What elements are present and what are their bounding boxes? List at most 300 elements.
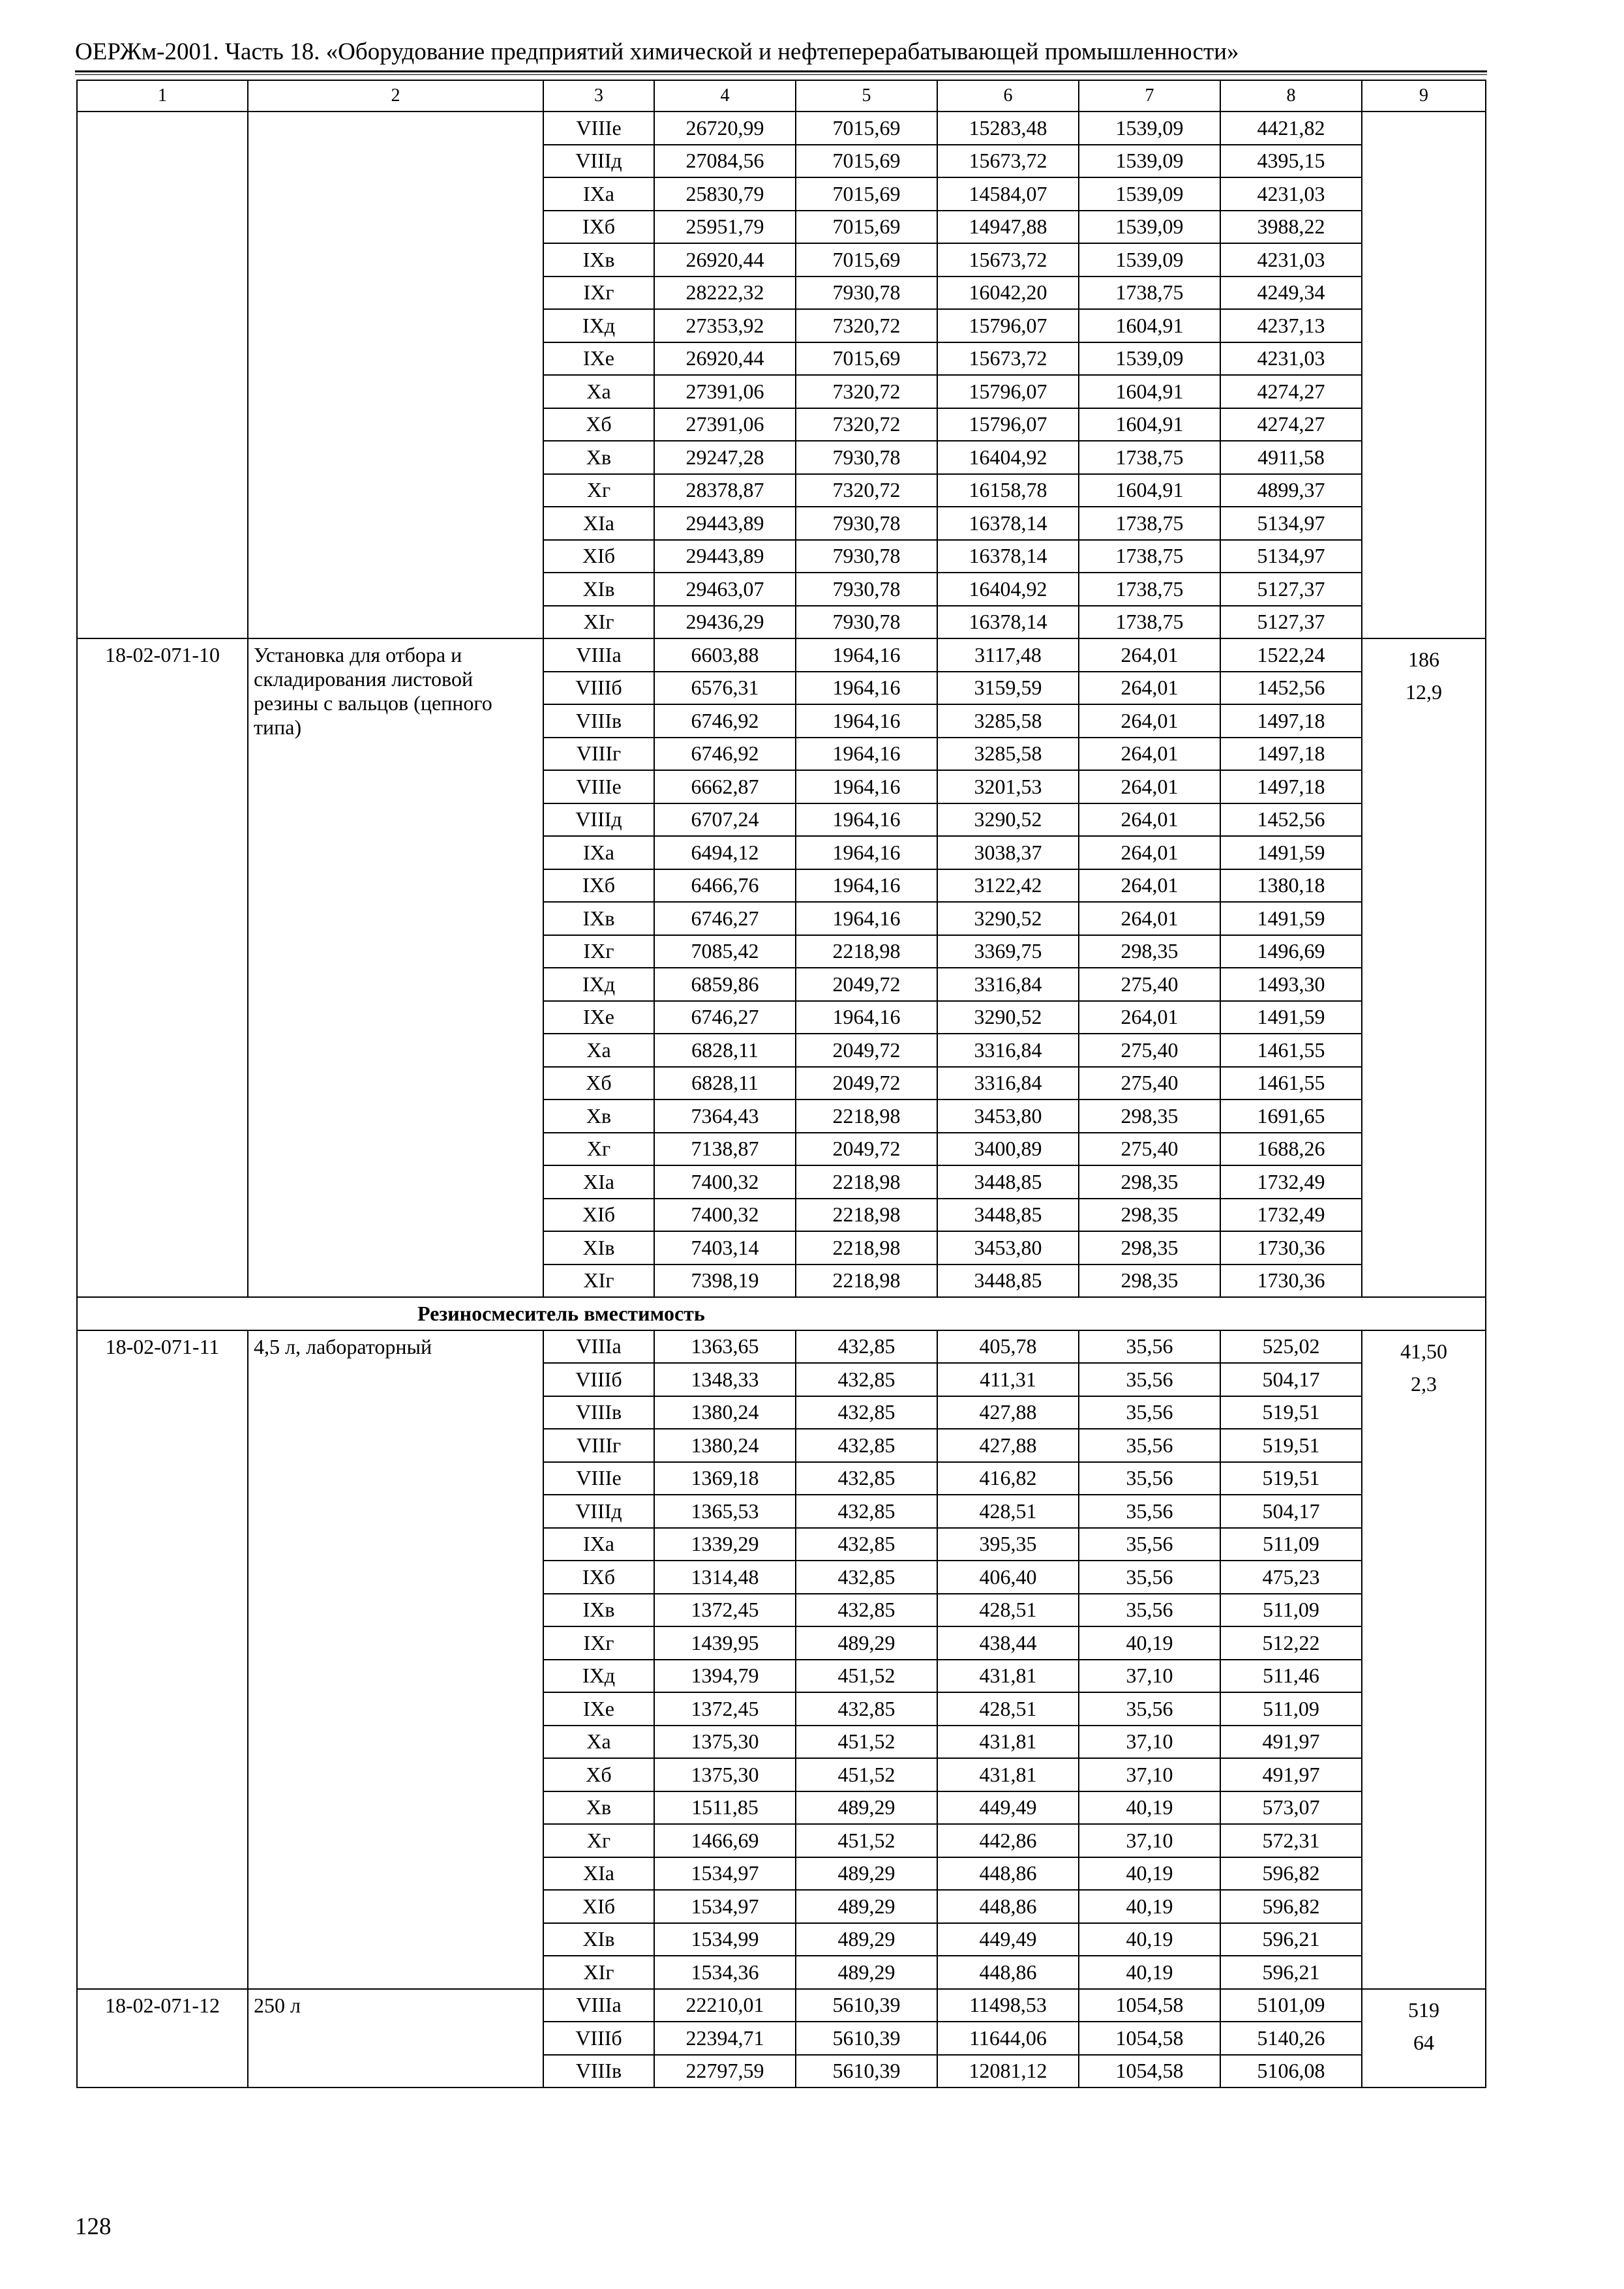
page-number: 128 xyxy=(75,2213,112,2240)
value-cell: 298,35 xyxy=(1079,1264,1220,1298)
value-cell: 1964,16 xyxy=(796,704,937,738)
value-cell: 1466,69 xyxy=(654,1824,796,1857)
zone-cell: VIIIб xyxy=(543,1363,654,1396)
value-cell: 1054,58 xyxy=(1079,2055,1220,2088)
value-cell: 25951,79 xyxy=(654,211,796,244)
value-cell: 1452,56 xyxy=(1220,803,1362,837)
value-cell: 1604,91 xyxy=(1079,474,1220,507)
value-cell: 448,86 xyxy=(937,1956,1079,1989)
zone-cell: IXб xyxy=(543,869,654,903)
rate-name: 250 л xyxy=(248,1989,543,2088)
value-cell: 3290,52 xyxy=(937,902,1079,935)
value-cell: 1372,45 xyxy=(654,1594,796,1627)
column-number: 3 xyxy=(543,80,654,112)
value-cell: 16158,78 xyxy=(937,474,1079,507)
value-cell: 1539,09 xyxy=(1079,112,1220,145)
value-cell: 26920,44 xyxy=(654,342,796,376)
value-cell: 35,56 xyxy=(1079,1330,1220,1364)
value-cell: 519,51 xyxy=(1220,1429,1362,1462)
value-cell: 15796,07 xyxy=(937,375,1079,408)
value-cell: 3448,85 xyxy=(937,1199,1079,1232)
value-cell: 264,01 xyxy=(1079,770,1220,803)
labor-cost: 41,50 xyxy=(1400,1339,1447,1363)
value-cell: 35,56 xyxy=(1079,1495,1220,1528)
value-cell: 5127,37 xyxy=(1220,606,1362,639)
value-cell: 264,01 xyxy=(1079,1001,1220,1034)
value-cell: 504,17 xyxy=(1220,1363,1362,1396)
value-cell: 6576,31 xyxy=(654,672,796,705)
value-cell: 16404,92 xyxy=(937,573,1079,606)
value-cell: 29247,28 xyxy=(654,441,796,474)
value-cell: 489,29 xyxy=(796,1923,937,1956)
zone-cell: XIг xyxy=(543,1264,654,1298)
value-cell: 7320,72 xyxy=(796,309,937,342)
value-cell: 511,09 xyxy=(1220,1594,1362,1627)
value-cell: 449,49 xyxy=(937,1923,1079,1956)
value-cell: 1730,36 xyxy=(1220,1231,1362,1264)
value-cell: 6828,11 xyxy=(654,1034,796,1067)
value-cell: 6466,76 xyxy=(654,869,796,903)
rates-table xyxy=(76,80,1486,2088)
zone-cell: XIв xyxy=(543,573,654,606)
zone-cell: Xв xyxy=(543,1791,654,1825)
value-cell: 7930,78 xyxy=(796,277,937,310)
value-cell: 1439,95 xyxy=(654,1626,796,1660)
column-number-row xyxy=(77,80,1486,112)
rate-code: 18-02-071-12 xyxy=(77,1989,248,2088)
value-cell: 7015,69 xyxy=(796,177,937,211)
value-cell: 442,86 xyxy=(937,1824,1079,1857)
value-cell: 572,31 xyxy=(1220,1824,1362,1857)
value-cell: 14947,88 xyxy=(937,211,1079,244)
labor-cost: 519 xyxy=(1408,1997,1439,2022)
value-cell: 1534,97 xyxy=(654,1890,796,1923)
value-cell: 26920,44 xyxy=(654,243,796,277)
value-cell: 489,29 xyxy=(796,1791,937,1825)
norms-cell xyxy=(1362,1989,1486,2088)
value-cell: 475,23 xyxy=(1220,1561,1362,1594)
value-cell: 5134,97 xyxy=(1220,540,1362,573)
zone-cell: IXа xyxy=(543,177,654,211)
value-cell: 406,40 xyxy=(937,1561,1079,1594)
value-cell: 1964,16 xyxy=(796,1001,937,1034)
value-cell: 427,88 xyxy=(937,1396,1079,1429)
labor-cost: 186 xyxy=(1408,648,1439,671)
value-cell: 7015,69 xyxy=(796,112,937,145)
value-cell: 28222,32 xyxy=(654,277,796,310)
value-cell: 6746,27 xyxy=(654,902,796,935)
value-cell: 3285,58 xyxy=(937,738,1079,771)
value-cell: 35,56 xyxy=(1079,1363,1220,1396)
zone-cell: VIIIв xyxy=(543,1396,654,1429)
value-cell: 298,35 xyxy=(1079,1100,1220,1133)
zone-cell: XIв xyxy=(543,1231,654,1264)
zone-cell: VIIIе xyxy=(543,770,654,803)
value-cell: 596,82 xyxy=(1220,1857,1362,1891)
value-cell: 264,01 xyxy=(1079,803,1220,837)
value-cell: 3316,84 xyxy=(937,968,1079,1001)
zone-cell: IXе xyxy=(543,342,654,376)
value-cell: 16378,14 xyxy=(937,606,1079,639)
value-cell: 4237,13 xyxy=(1220,309,1362,342)
value-cell: 1493,30 xyxy=(1220,968,1362,1001)
value-cell: 449,49 xyxy=(937,1791,1079,1825)
column-number: 2 xyxy=(248,80,543,112)
value-cell: 15673,72 xyxy=(937,243,1079,277)
value-cell: 35,56 xyxy=(1079,1692,1220,1726)
value-cell: 1375,30 xyxy=(654,1726,796,1759)
value-cell: 432,85 xyxy=(796,1396,937,1429)
value-cell: 6746,92 xyxy=(654,738,796,771)
zone-cell: XIа xyxy=(543,1165,654,1199)
zone-cell: IXд xyxy=(543,1660,654,1693)
value-cell: 491,97 xyxy=(1220,1758,1362,1791)
value-cell: 431,81 xyxy=(937,1758,1079,1791)
value-cell: 1539,09 xyxy=(1079,145,1220,178)
value-cell: 432,85 xyxy=(796,1692,937,1726)
value-cell: 6746,27 xyxy=(654,1001,796,1034)
value-cell: 1380,18 xyxy=(1220,869,1362,903)
value-cell: 5610,39 xyxy=(796,2022,937,2055)
value-cell: 5134,97 xyxy=(1220,507,1362,540)
value-cell: 7320,72 xyxy=(796,408,937,441)
value-cell: 40,19 xyxy=(1079,1626,1220,1660)
value-cell: 29463,07 xyxy=(654,573,796,606)
machinist-labor: 12,9 xyxy=(1406,680,1442,704)
value-cell: 1738,75 xyxy=(1079,507,1220,540)
value-cell: 37,10 xyxy=(1079,1660,1220,1693)
zone-cell: IXг xyxy=(543,1626,654,1660)
table-body xyxy=(77,80,1486,2087)
zone-cell: VIIIв xyxy=(543,2055,654,2088)
zone-cell: IXб xyxy=(543,1561,654,1594)
value-cell: 3448,85 xyxy=(937,1165,1079,1199)
value-cell: 264,01 xyxy=(1079,672,1220,705)
value-cell: 1491,59 xyxy=(1220,1001,1362,1034)
value-cell: 298,35 xyxy=(1079,935,1220,968)
value-cell: 7085,42 xyxy=(654,935,796,968)
value-cell: 432,85 xyxy=(796,1462,937,1495)
value-cell: 40,19 xyxy=(1079,1923,1220,1956)
section-title: Резиносмеситель вместимость xyxy=(248,1297,1486,1330)
value-cell: 451,52 xyxy=(796,1758,937,1791)
column-number: 7 xyxy=(1079,80,1220,112)
value-cell: 511,09 xyxy=(1220,1692,1362,1726)
zone-cell: VIIIб xyxy=(543,672,654,705)
value-cell: 11498,53 xyxy=(937,1989,1079,2022)
rate-code xyxy=(77,112,248,638)
zone-cell: VIIIа xyxy=(543,1330,654,1364)
value-cell: 27391,06 xyxy=(654,375,796,408)
zone-cell: IXа xyxy=(543,836,654,869)
value-cell: 7015,69 xyxy=(796,342,937,376)
value-cell: 3400,89 xyxy=(937,1133,1079,1166)
value-cell: 451,52 xyxy=(796,1824,937,1857)
value-cell: 1738,75 xyxy=(1079,573,1220,606)
value-cell: 1738,75 xyxy=(1079,606,1220,639)
zone-cell: VIIIе xyxy=(543,112,654,145)
value-cell: 298,35 xyxy=(1079,1165,1220,1199)
value-cell: 6603,88 xyxy=(654,638,796,672)
value-cell: 6859,86 xyxy=(654,968,796,1001)
value-cell: 275,40 xyxy=(1079,968,1220,1001)
value-cell: 40,19 xyxy=(1079,1791,1220,1825)
value-cell: 432,85 xyxy=(796,1561,937,1594)
value-cell: 3290,52 xyxy=(937,1001,1079,1034)
value-cell: 4249,34 xyxy=(1220,277,1362,310)
value-cell: 596,82 xyxy=(1220,1890,1362,1923)
zone-cell: IXб xyxy=(543,211,654,244)
column-number: 1 xyxy=(77,80,248,112)
value-cell: 3369,75 xyxy=(937,935,1079,968)
value-cell: 2049,72 xyxy=(796,968,937,1001)
value-cell: 6707,24 xyxy=(654,803,796,837)
machinist-labor: 2,3 xyxy=(1411,1371,1437,1396)
value-cell: 1314,48 xyxy=(654,1561,796,1594)
value-cell: 1497,18 xyxy=(1220,738,1362,771)
zone-cell: IXв xyxy=(543,1594,654,1627)
value-cell: 428,51 xyxy=(937,1495,1079,1528)
table-row xyxy=(77,112,1486,145)
value-cell: 15673,72 xyxy=(937,342,1079,376)
value-cell: 489,29 xyxy=(796,1890,937,1923)
value-cell: 26720,99 xyxy=(654,112,796,145)
value-cell: 40,19 xyxy=(1079,1956,1220,1989)
value-cell: 16404,92 xyxy=(937,441,1079,474)
value-cell: 6746,92 xyxy=(654,704,796,738)
machinist-labor: 64 xyxy=(1413,2030,1434,2054)
value-cell: 3316,84 xyxy=(937,1067,1079,1100)
value-cell: 7400,32 xyxy=(654,1165,796,1199)
zone-cell: Xв xyxy=(543,1100,654,1133)
value-cell: 5106,08 xyxy=(1220,2055,1362,2088)
value-cell: 35,56 xyxy=(1079,1429,1220,1462)
zone-cell: IXв xyxy=(543,243,654,277)
value-cell: 448,86 xyxy=(937,1857,1079,1891)
norms-cell xyxy=(1362,1330,1486,1989)
value-cell: 1738,75 xyxy=(1079,441,1220,474)
value-cell: 7930,78 xyxy=(796,507,937,540)
value-cell: 4911,58 xyxy=(1220,441,1362,474)
value-cell: 2218,98 xyxy=(796,1100,937,1133)
value-cell: 5140,26 xyxy=(1220,2022,1362,2055)
value-cell: 3453,80 xyxy=(937,1231,1079,1264)
zone-cell: Xб xyxy=(543,1758,654,1791)
value-cell: 1730,36 xyxy=(1220,1264,1362,1298)
value-cell: 7930,78 xyxy=(796,606,937,639)
document-header: ОЕРЖм-2001. Часть 18. «Оборудование предприятий химической и нефтеперерабатывающей промышленности» xyxy=(75,38,1239,65)
value-cell: 4395,15 xyxy=(1220,145,1362,178)
value-cell: 4274,27 xyxy=(1220,375,1362,408)
zone-cell: Xа xyxy=(543,375,654,408)
value-cell: 1688,26 xyxy=(1220,1133,1362,1166)
value-cell: 3988,22 xyxy=(1220,211,1362,244)
header-rule-thin xyxy=(75,74,1487,75)
column-number: 4 xyxy=(654,80,796,112)
value-cell: 275,40 xyxy=(1079,1034,1220,1067)
rate-code: 18-02-071-10 xyxy=(77,638,248,1297)
value-cell: 431,81 xyxy=(937,1660,1079,1693)
value-cell: 15283,48 xyxy=(937,112,1079,145)
value-cell: 3117,48 xyxy=(937,638,1079,672)
zone-cell: VIIIг xyxy=(543,1429,654,1462)
value-cell: 1964,16 xyxy=(796,902,937,935)
zone-cell: IXд xyxy=(543,968,654,1001)
value-cell: 264,01 xyxy=(1079,902,1220,935)
value-cell: 40,19 xyxy=(1079,1857,1220,1891)
value-cell: 14584,07 xyxy=(937,177,1079,211)
zone-cell: XIв xyxy=(543,1923,654,1956)
value-cell: 37,10 xyxy=(1079,1758,1220,1791)
value-cell: 3290,52 xyxy=(937,803,1079,837)
value-cell: 22797,59 xyxy=(654,2055,796,2088)
value-cell: 2218,98 xyxy=(796,1231,937,1264)
value-cell: 28378,87 xyxy=(654,474,796,507)
value-cell: 16378,14 xyxy=(937,540,1079,573)
value-cell: 1461,55 xyxy=(1220,1034,1362,1067)
value-cell: 6828,11 xyxy=(654,1067,796,1100)
value-cell: 427,88 xyxy=(937,1429,1079,1462)
value-cell: 7930,78 xyxy=(796,573,937,606)
value-cell: 1539,09 xyxy=(1079,177,1220,211)
value-cell: 1732,49 xyxy=(1220,1199,1362,1232)
value-cell: 29443,89 xyxy=(654,507,796,540)
value-cell: 1365,53 xyxy=(654,1495,796,1528)
zone-cell: IXв xyxy=(543,902,654,935)
value-cell: 27391,06 xyxy=(654,408,796,441)
value-cell: 7138,87 xyxy=(654,1133,796,1166)
zone-cell: IXг xyxy=(543,935,654,968)
zone-cell: VIIIд xyxy=(543,145,654,178)
value-cell: 489,29 xyxy=(796,1857,937,1891)
value-cell: 432,85 xyxy=(796,1495,937,1528)
value-cell: 1339,29 xyxy=(654,1528,796,1561)
zone-cell: IXе xyxy=(543,1692,654,1726)
value-cell: 4421,82 xyxy=(1220,112,1362,145)
rate-code: 18-02-071-11 xyxy=(77,1330,248,1989)
value-cell: 451,52 xyxy=(796,1726,937,1759)
value-cell: 4899,37 xyxy=(1220,474,1362,507)
value-cell: 405,78 xyxy=(937,1330,1079,1364)
value-cell: 7930,78 xyxy=(796,441,937,474)
value-cell: 5610,39 xyxy=(796,2055,937,2088)
value-cell: 1372,45 xyxy=(654,1692,796,1726)
rate-name: Установка для отбора и складирования листовой резины с вальцов (цепного типа) xyxy=(248,638,543,1297)
value-cell: 7400,32 xyxy=(654,1199,796,1232)
value-cell: 264,01 xyxy=(1079,869,1220,903)
value-cell: 512,22 xyxy=(1220,1626,1362,1660)
zone-cell: XIа xyxy=(543,1857,654,1891)
value-cell: 7930,78 xyxy=(796,540,937,573)
value-cell: 1363,65 xyxy=(654,1330,796,1364)
value-cell: 1738,75 xyxy=(1079,540,1220,573)
value-cell: 1534,36 xyxy=(654,1956,796,1989)
value-cell: 4231,03 xyxy=(1220,177,1362,211)
value-cell: 7015,69 xyxy=(796,211,937,244)
value-cell: 1369,18 xyxy=(654,1462,796,1495)
value-cell: 596,21 xyxy=(1220,1923,1362,1956)
table-row xyxy=(77,638,1486,672)
value-cell: 432,85 xyxy=(796,1363,937,1396)
value-cell: 519,51 xyxy=(1220,1462,1362,1495)
value-cell: 37,10 xyxy=(1079,1824,1220,1857)
value-cell: 12081,12 xyxy=(937,2055,1079,2088)
zone-cell: Xа xyxy=(543,1034,654,1067)
value-cell: 1964,16 xyxy=(796,836,937,869)
zone-cell: IXд xyxy=(543,309,654,342)
rate-name: 4,5 л, лабораторный xyxy=(248,1330,543,1989)
value-cell: 525,02 xyxy=(1220,1330,1362,1364)
value-cell: 1539,09 xyxy=(1079,211,1220,244)
value-cell: 491,97 xyxy=(1220,1726,1362,1759)
value-cell: 37,10 xyxy=(1079,1726,1220,1759)
value-cell: 7398,19 xyxy=(654,1264,796,1298)
value-cell: 1964,16 xyxy=(796,738,937,771)
value-cell: 438,44 xyxy=(937,1626,1079,1660)
value-cell: 1604,91 xyxy=(1079,375,1220,408)
value-cell: 275,40 xyxy=(1079,1133,1220,1166)
zone-cell: IXа xyxy=(543,1528,654,1561)
zone-cell: Xб xyxy=(543,1067,654,1100)
value-cell: 15673,72 xyxy=(937,145,1079,178)
value-cell: 1054,58 xyxy=(1079,2022,1220,2055)
value-cell: 511,09 xyxy=(1220,1528,1362,1561)
value-cell: 489,29 xyxy=(796,1956,937,1989)
value-cell: 15796,07 xyxy=(937,309,1079,342)
value-cell: 416,82 xyxy=(937,1462,1079,1495)
value-cell: 2218,98 xyxy=(796,1165,937,1199)
value-cell: 1452,56 xyxy=(1220,672,1362,705)
value-cell: 3038,37 xyxy=(937,836,1079,869)
value-cell: 3122,42 xyxy=(937,869,1079,903)
value-cell: 1604,91 xyxy=(1079,408,1220,441)
value-cell: 1461,55 xyxy=(1220,1067,1362,1100)
zone-cell: XIб xyxy=(543,1890,654,1923)
value-cell: 451,52 xyxy=(796,1660,937,1693)
value-cell: 432,85 xyxy=(796,1330,937,1364)
value-cell: 298,35 xyxy=(1079,1199,1220,1232)
value-cell: 7320,72 xyxy=(796,375,937,408)
value-cell: 1497,18 xyxy=(1220,770,1362,803)
value-cell: 573,07 xyxy=(1220,1791,1362,1825)
value-cell: 2049,72 xyxy=(796,1067,937,1100)
value-cell: 1964,16 xyxy=(796,638,937,672)
value-cell: 1491,59 xyxy=(1220,902,1362,935)
value-cell: 3453,80 xyxy=(937,1100,1079,1133)
value-cell: 432,85 xyxy=(796,1594,937,1627)
value-cell: 432,85 xyxy=(796,1528,937,1561)
zone-cell: VIIIа xyxy=(543,638,654,672)
value-cell: 1691,65 xyxy=(1220,1100,1362,1133)
value-cell: 1348,33 xyxy=(654,1363,796,1396)
value-cell: 2049,72 xyxy=(796,1133,937,1166)
rate-name xyxy=(248,112,543,638)
value-cell: 264,01 xyxy=(1079,704,1220,738)
value-cell: 4231,03 xyxy=(1220,342,1362,376)
norms-cell xyxy=(1362,638,1486,1297)
value-cell: 7320,72 xyxy=(796,474,937,507)
zone-cell: Xа xyxy=(543,1726,654,1759)
value-cell: 395,35 xyxy=(937,1528,1079,1561)
zone-cell: VIIIд xyxy=(543,803,654,837)
value-cell: 1604,91 xyxy=(1079,309,1220,342)
value-cell: 7015,69 xyxy=(796,243,937,277)
value-cell: 1497,18 xyxy=(1220,704,1362,738)
value-cell: 1738,75 xyxy=(1079,277,1220,310)
zone-cell: Xг xyxy=(543,1133,654,1166)
zone-cell: VIIIг xyxy=(543,738,654,771)
value-cell: 264,01 xyxy=(1079,638,1220,672)
